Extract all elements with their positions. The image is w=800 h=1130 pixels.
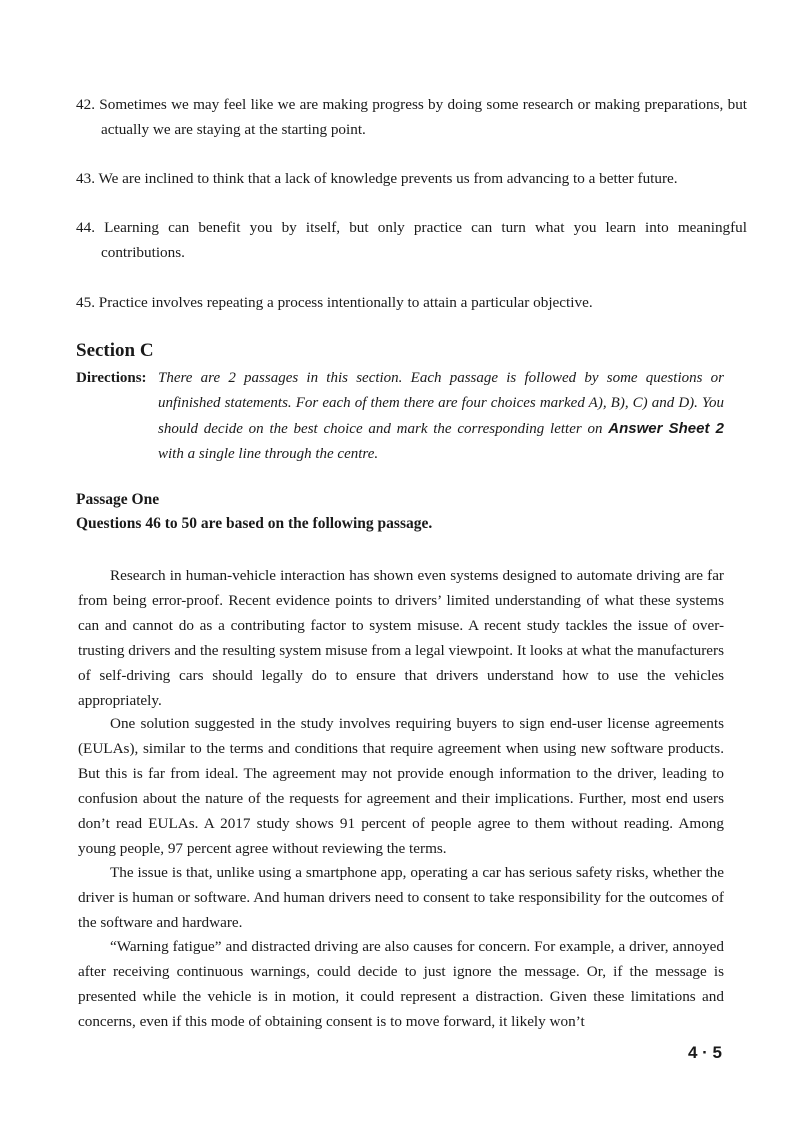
statement-text: Learning can benefit you by itself, but only practice can turn what you learn into meaningful contributions. — [101, 219, 747, 261]
statement-number: 42. — [76, 96, 95, 113]
page-number: 4 · 5 — [687, 1043, 722, 1062]
directions-body — [158, 366, 724, 467]
passage-paragraph: “Warning fatigue” and distracted driving are also causes for concern. For example, a driver, annoyed after receiving continuous warnings, could decide to just ignore the message. Or, if the message is presented while the vehicle is in motion, it could represent a distraction. Given these limitations and concerns, even if this mode of obtaining consent is to move forward, it likely won’t — [78, 938, 724, 1030]
passage-subtitle: Questions 46 to 50 are based on the following passage. — [76, 515, 433, 532]
passage-paragraph: Research in human-vehicle interaction has shown even systems designed to automate driving are far from being error-proof. Recent evidence points to drivers’ limited understanding of what these systems can and cannot do as a contributing factor to system misuse. A recent study tackles the issue of over-trusting drivers and the resulting system misuse from a legal viewpoint. It looks at what the manufacturers of self-driving cars should legally do to ensure that drivers understand how to use the vehicles appropriately. — [78, 567, 724, 709]
statement-44 — [76, 215, 747, 265]
statement-text: Practice involves repeating a process intentionally to attain a particular objective. — [98, 294, 593, 311]
passage-paragraph: One solution suggested in the study involves requiring buyers to sign end-user license agreements (EULAs), similar to the terms and conditions that require agreement when using new software products. But this is far from ideal. The agreement may not provide enough information to the driver, leading to confusion about the nature of the requests for agreement and their implications. Further, most end users don’t read EULAs. A 2017 study shows 91 percent of people agree to them without reading. Among young people, 97 percent agree without reviewing the terms. — [78, 715, 724, 857]
directions-text-2: with a single line through the centre. — [158, 446, 379, 462]
statement-text: Sometimes we may feel like we are making progress by doing some research or making preparations, but actually we are staying at the starting point. — [99, 96, 748, 138]
directions-text-1: There are 2 passages in this section. Each passage is followed by some questions or unfinished statements. For each of them there are four choices marked A), B), C) and D). You should decide on the best choice and mark the corresponding letter on — [158, 370, 724, 437]
statement-number: 44. — [76, 219, 95, 236]
passage-paragraph: The issue is that, unlike using a smartphone app, operating a car has serious safety risks, whether the driver is human or software. And human drivers need to consent to take responsibility for the outcomes of the software and hardware. — [78, 864, 724, 931]
statement-text: We are inclined to think that a lack of knowledge prevents us from advancing to a better future. — [98, 170, 678, 187]
statement-number: 43. — [76, 170, 95, 187]
answer-sheet-label: Answer Sheet 2 — [608, 420, 724, 437]
statement-number: 45. — [76, 294, 95, 311]
passage-title: Passage One — [76, 491, 160, 508]
directions-label: Directions: — [76, 370, 147, 386]
directions-block — [76, 366, 724, 466]
statement-42 — [76, 92, 747, 142]
statement-45 — [76, 290, 747, 315]
statement-43 — [76, 166, 747, 191]
section-title: Section C — [76, 340, 154, 361]
